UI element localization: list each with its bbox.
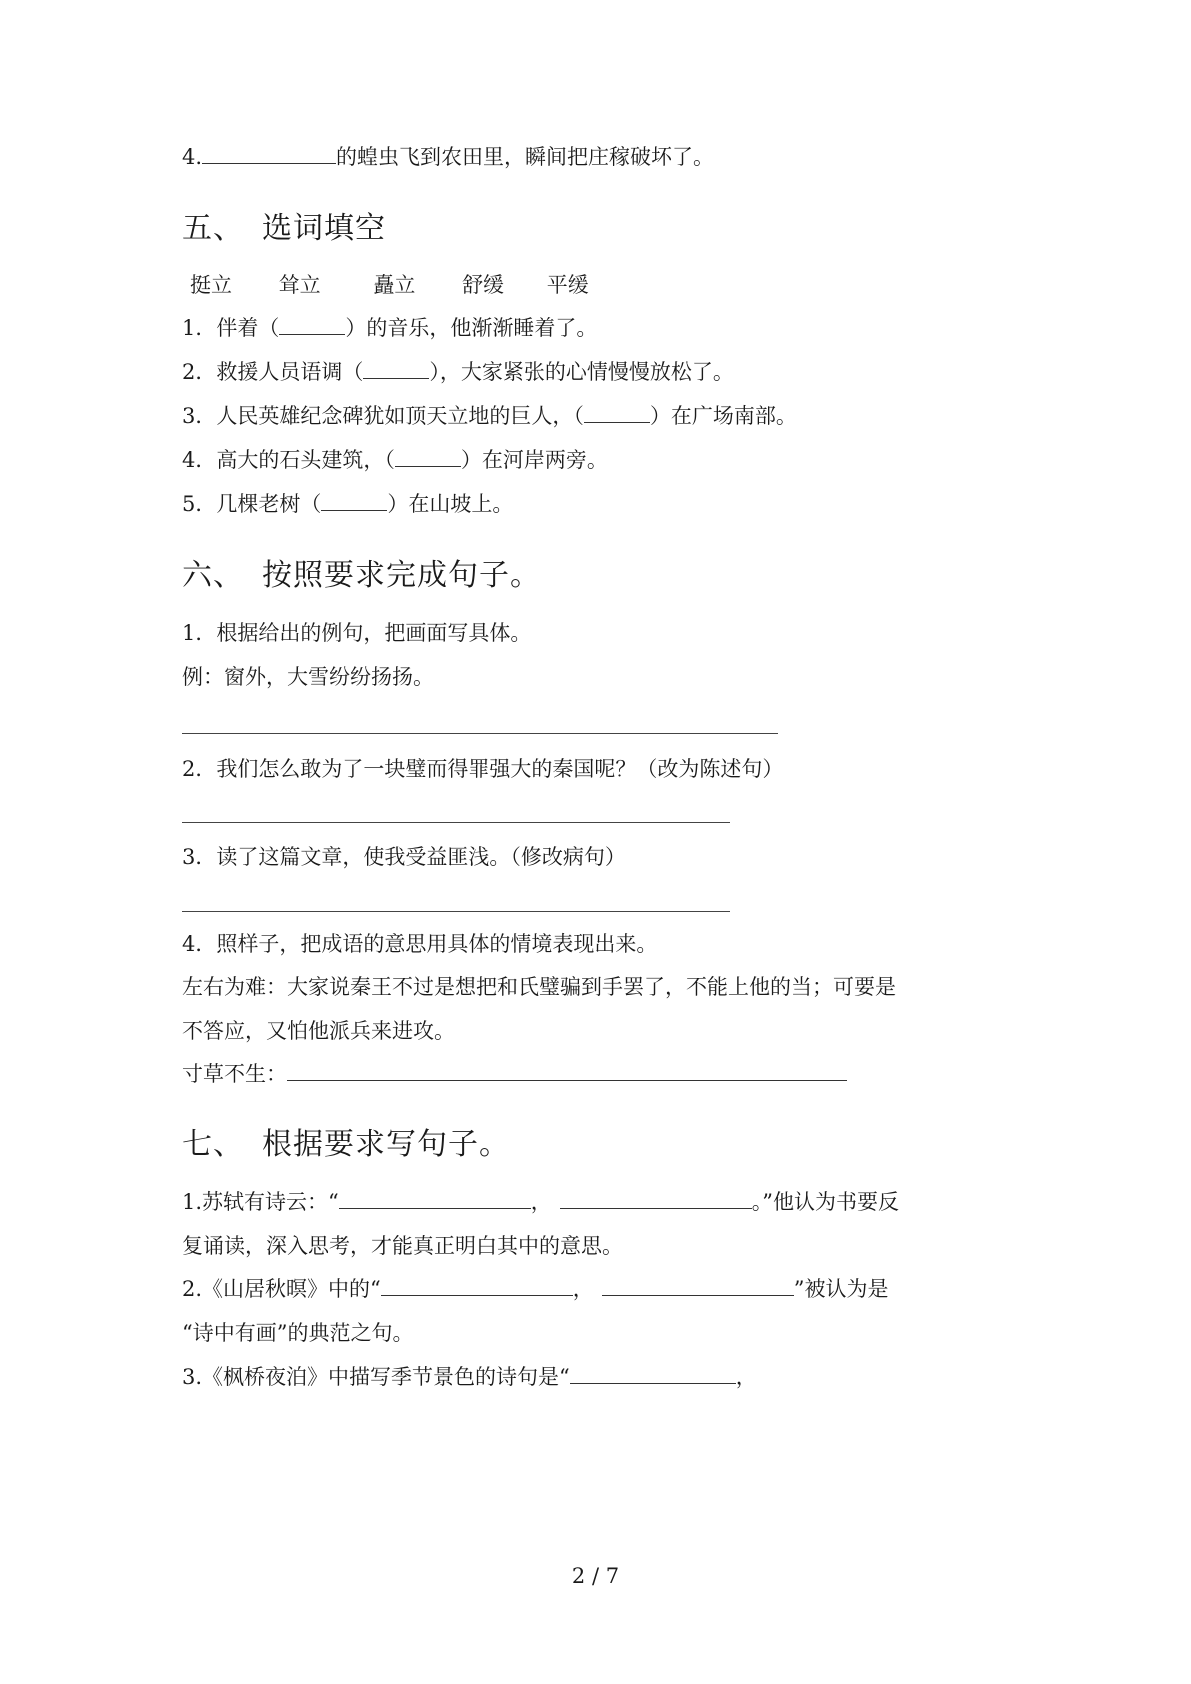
item-text: ）在河岸两旁。 bbox=[460, 448, 608, 472]
item-text: ）的音乐，他渐渐睡着了。 bbox=[345, 316, 598, 340]
item-text: ），大家紧张的心情慢慢放松了。 bbox=[429, 360, 734, 384]
s6-q3: 3．读了这篇文章，使我受益匪浅。（修改病句） bbox=[182, 845, 626, 869]
answer-line[interactable] bbox=[182, 733, 778, 734]
section-title: 选词填空 bbox=[262, 211, 386, 246]
s6-q4-example-line2: 不答应，又怕他派兵来进攻。 bbox=[182, 1019, 455, 1043]
item-text: 4．高大的石头建筑，（ bbox=[182, 448, 395, 472]
word-option: 矗立 bbox=[373, 273, 416, 297]
q4-fill-item bbox=[182, 143, 714, 171]
item-text: 3.《枫桥夜泊》中描写季节景色的诗句是“ bbox=[182, 1365, 570, 1389]
s7-q2-line1 bbox=[182, 1275, 889, 1303]
answer-blank[interactable] bbox=[321, 490, 387, 511]
item-text: ）在广场南部。 bbox=[649, 404, 797, 428]
word-option: 舒缓 bbox=[462, 273, 505, 297]
item-text: 2．救援人员语调（ bbox=[182, 360, 364, 384]
item-text: ）在山坡上。 bbox=[387, 492, 514, 516]
section-6-heading bbox=[182, 558, 541, 594]
item-text: ， bbox=[530, 1190, 552, 1214]
answer-blank[interactable] bbox=[584, 402, 650, 423]
s6-q4-example-line1: 左右为难：大家说秦王不过是想把和氏璧骗到手罢了，不能上他的当；可要是 bbox=[182, 975, 896, 999]
answer-blank[interactable] bbox=[279, 314, 345, 335]
item-text: ， bbox=[572, 1277, 594, 1301]
s5-item-4 bbox=[182, 446, 608, 474]
word-option: 耸立 bbox=[278, 273, 321, 297]
s5-item-1 bbox=[182, 314, 597, 342]
q4-suffix: 的蝗虫飞到农田里，瞬间把庄稼破坏了。 bbox=[336, 145, 715, 169]
answer-blank[interactable] bbox=[602, 1275, 794, 1296]
s5-item-5 bbox=[182, 490, 513, 518]
section-number: 七、 bbox=[182, 1127, 244, 1162]
item-text: ， bbox=[735, 1365, 757, 1389]
answer-blank[interactable] bbox=[202, 143, 336, 164]
answer-blank[interactable] bbox=[339, 1188, 531, 1209]
item-text: 5．几棵老树（ bbox=[182, 492, 322, 516]
answer-blank[interactable] bbox=[381, 1275, 573, 1296]
item-text: 3．人民英雄纪念碑犹如顶天立地的巨人，（ bbox=[182, 404, 584, 428]
s7-q1-line1 bbox=[182, 1188, 899, 1216]
s6-q4-prompt bbox=[182, 1060, 847, 1088]
q4-prefix: 4. bbox=[182, 145, 203, 169]
section-number: 五、 bbox=[182, 211, 244, 246]
item-text: 2.《山居秋暝》中的“ bbox=[182, 1277, 381, 1301]
answer-line[interactable] bbox=[182, 822, 730, 823]
s6-q1-example: 例：窗外，大雪纷纷扬扬。 bbox=[182, 665, 434, 689]
section-5-heading bbox=[182, 211, 386, 247]
answer-blank[interactable] bbox=[560, 1188, 752, 1209]
section-title: 根据要求写句子。 bbox=[262, 1127, 510, 1162]
answer-line[interactable] bbox=[182, 911, 730, 912]
s6-q2: 2．我们怎么敢为了一块璧而得罪强大的秦国呢？（改为陈述句） bbox=[182, 757, 784, 781]
word-option: 挺立 bbox=[190, 273, 232, 297]
section-number: 六、 bbox=[182, 558, 244, 593]
section-7-heading bbox=[182, 1127, 510, 1163]
answer-blank[interactable] bbox=[570, 1363, 736, 1384]
s7-q2-line2: “诗中有画”的典范之句。 bbox=[182, 1321, 414, 1345]
s5-item-3 bbox=[182, 402, 797, 430]
s7-q1-line2: 复诵读，深入思考，才能真正明白其中的意思。 bbox=[182, 1234, 623, 1258]
s6-q1: 1．根据给出的例句，把画面写具体。 bbox=[182, 621, 532, 645]
answer-blank[interactable] bbox=[287, 1060, 847, 1081]
word-bank bbox=[190, 271, 629, 299]
s5-item-2 bbox=[182, 358, 734, 386]
s7-q3-line1 bbox=[182, 1363, 757, 1391]
section-title: 按照要求完成句子。 bbox=[262, 558, 541, 593]
item-text: ”被认为是 bbox=[793, 1277, 889, 1301]
item-text: 。”他认为书要反 bbox=[751, 1190, 900, 1214]
item-text: 1．伴着（ bbox=[182, 316, 280, 340]
answer-blank[interactable] bbox=[363, 358, 429, 379]
item-text: 1.苏轼有诗云：“ bbox=[182, 1190, 339, 1214]
word-option: 平缓 bbox=[546, 273, 589, 297]
s6-q4: 4．照样子，把成语的意思用具体的情境表现出来。 bbox=[182, 932, 658, 956]
answer-blank[interactable] bbox=[395, 446, 461, 467]
page-number: 2 / 7 bbox=[571, 1564, 620, 1588]
prompt-label: 寸草不生： bbox=[182, 1062, 287, 1086]
